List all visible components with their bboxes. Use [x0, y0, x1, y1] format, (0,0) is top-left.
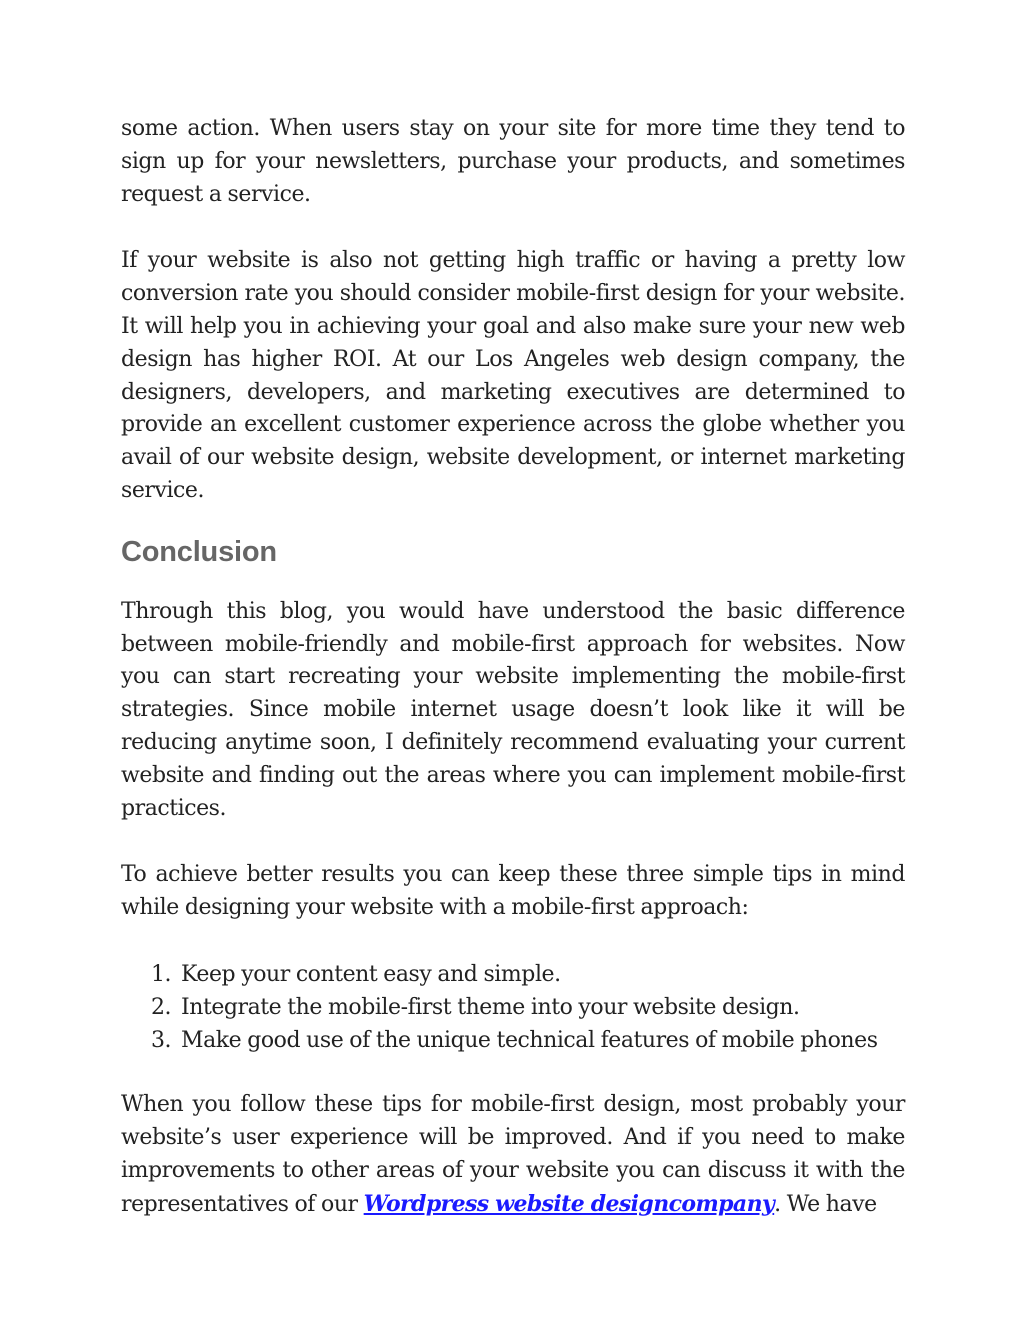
closing-paragraph	[121, 1089, 905, 1221]
conclusion-paragraph-1: Through this blog, you would have understood the basic difference between mobile-friendly and mobile-first approach for websites. Now you can start recreating your website implementing the mobile-first strategies. Since mobile internet usage doesn’t look like it will be reducing anytime soon, I definitely recommend evaluating your current website and finding out the areas where you can implement mobile-first practices.	[121, 598, 905, 821]
paragraph-spacer	[121, 1057, 905, 1089]
document-page	[121, 113, 905, 1222]
closing-text: When you follow these tips for mobile-first design, most probably your website’s user experience will be improved. And if you need to make improvements to other areas of your website you can discuss it with the representatives of our	[121, 1092, 905, 1217]
paragraph-spacer	[121, 211, 905, 245]
wordpress-design-company-link[interactable]: Wordpress website designcompany	[363, 1190, 775, 1217]
list-item-text: Integrate the mobile-first theme into your website design.	[181, 994, 800, 1020]
list-item	[121, 959, 905, 992]
conclusion-heading: Conclusion	[121, 535, 277, 568]
list-item-text: Make good use of the unique technical features of mobile phones	[181, 1027, 878, 1053]
paragraph-spacer	[121, 925, 905, 959]
list-item	[121, 1025, 905, 1058]
tips-list	[121, 959, 905, 1057]
heading-spacer-bottom	[121, 574, 905, 596]
intro-continuation-paragraph: some action. When users stay on your site for more time they tend to sign up for your newsletters, purchase your products, and sometimes request a service.	[121, 116, 905, 207]
paragraph-spacer	[121, 825, 905, 859]
conclusion-paragraph-2: To achieve better results you can keep these three simple tips in mind while designing your website with a mobile-first approach:	[121, 862, 905, 921]
list-item-number: 1.	[151, 961, 172, 987]
closing-text-end: . We have	[774, 1191, 877, 1217]
list-item-number: 3.	[151, 1027, 172, 1053]
list-item-text: Keep your content easy and simple.	[181, 961, 561, 987]
heading-spacer-top	[121, 508, 905, 530]
traffic-paragraph: If your website is also not getting high traffic or having a pretty low conversion rate you should consider mobile-first design for your website. It will help you in achieving your goal and also make sure your new web design has higher ROI. At our Los Angeles web design company, the designers, developers, and marketing executives are determined to provide an excellent customer experience across the globe whether you avail of our website design, website development, or internet marketing service.	[121, 248, 905, 503]
list-item	[121, 992, 905, 1025]
list-item-number: 2.	[151, 994, 172, 1020]
